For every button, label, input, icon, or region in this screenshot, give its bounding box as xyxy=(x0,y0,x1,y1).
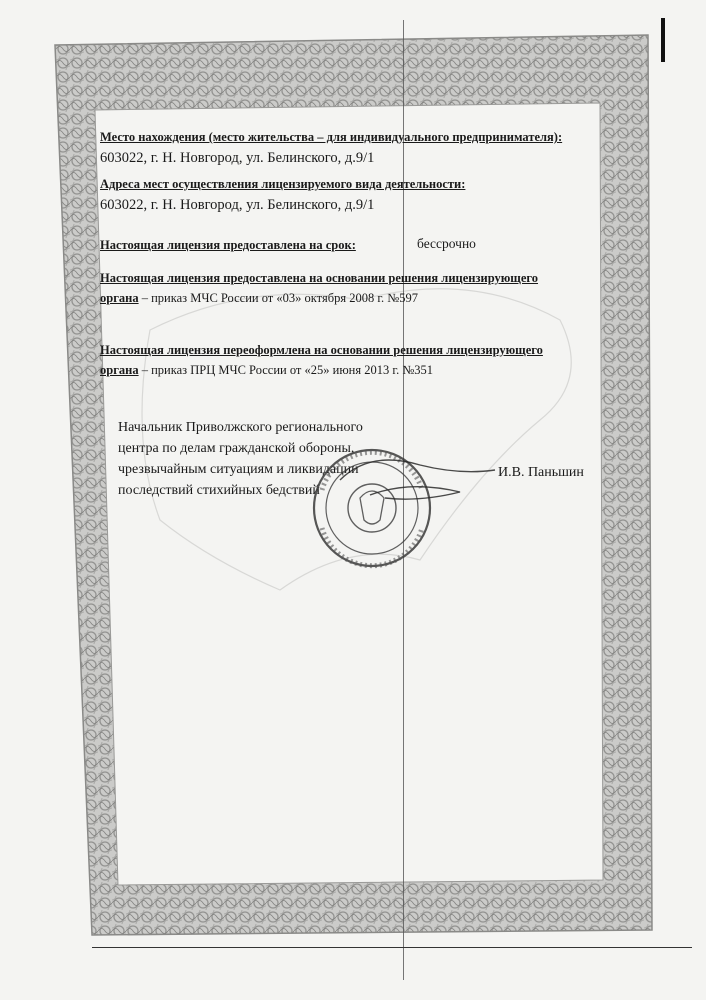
basis-value: – приказ МЧС России от «03» октября 2008 г. №597 xyxy=(138,291,418,305)
edge-mark xyxy=(661,18,665,62)
activity-addresses-section xyxy=(100,175,610,215)
reissue-value: – приказ ПРЦ МЧС России от «25» июня 2013 г. №351 xyxy=(138,363,434,377)
position-line-2: центра по делам гражданской обороны, xyxy=(118,441,355,456)
location-section xyxy=(100,128,610,168)
activity-addresses-label: Адреса мест осуществления лицензируемого вида деятельности: xyxy=(100,177,466,191)
basis-label-line2: органа xyxy=(100,291,139,305)
location-value: 603022, г. Н. Новгород, ул. Белинского, д.9/1 xyxy=(100,150,375,166)
handwritten-signature xyxy=(340,460,495,499)
signatory-name: И.В. Паньшин xyxy=(498,465,584,480)
location-label: Место нахождения (место жительства – для индивидуального предпринимателя): xyxy=(100,130,563,144)
position-line-3: чрезвычайным ситуациям и ликвидации xyxy=(118,462,359,477)
basis-section xyxy=(100,269,610,308)
term-value: бессрочно xyxy=(417,236,476,251)
term-section xyxy=(100,236,610,254)
position-line-4: последствий стихийных бедствий xyxy=(118,483,320,498)
bottom-line xyxy=(92,947,692,948)
reissue-section xyxy=(100,341,610,380)
position-line-1: Начальник Приволжского регионального xyxy=(118,420,363,435)
official-stamp xyxy=(300,420,500,590)
reissue-label-line2: органа xyxy=(100,363,139,377)
reissue-label-line1: Настоящая лицензия переоформлена на основании решения лицензирующего xyxy=(100,343,543,357)
activity-addresses-value: 603022, г. Н. Новгород, ул. Белинского, д.9/1 xyxy=(100,197,375,213)
term-label: Настоящая лицензия предоставлена на срок: xyxy=(100,238,356,252)
basis-label-line1: Настоящая лицензия предоставлена на основании решения лицензирующего xyxy=(100,271,539,285)
